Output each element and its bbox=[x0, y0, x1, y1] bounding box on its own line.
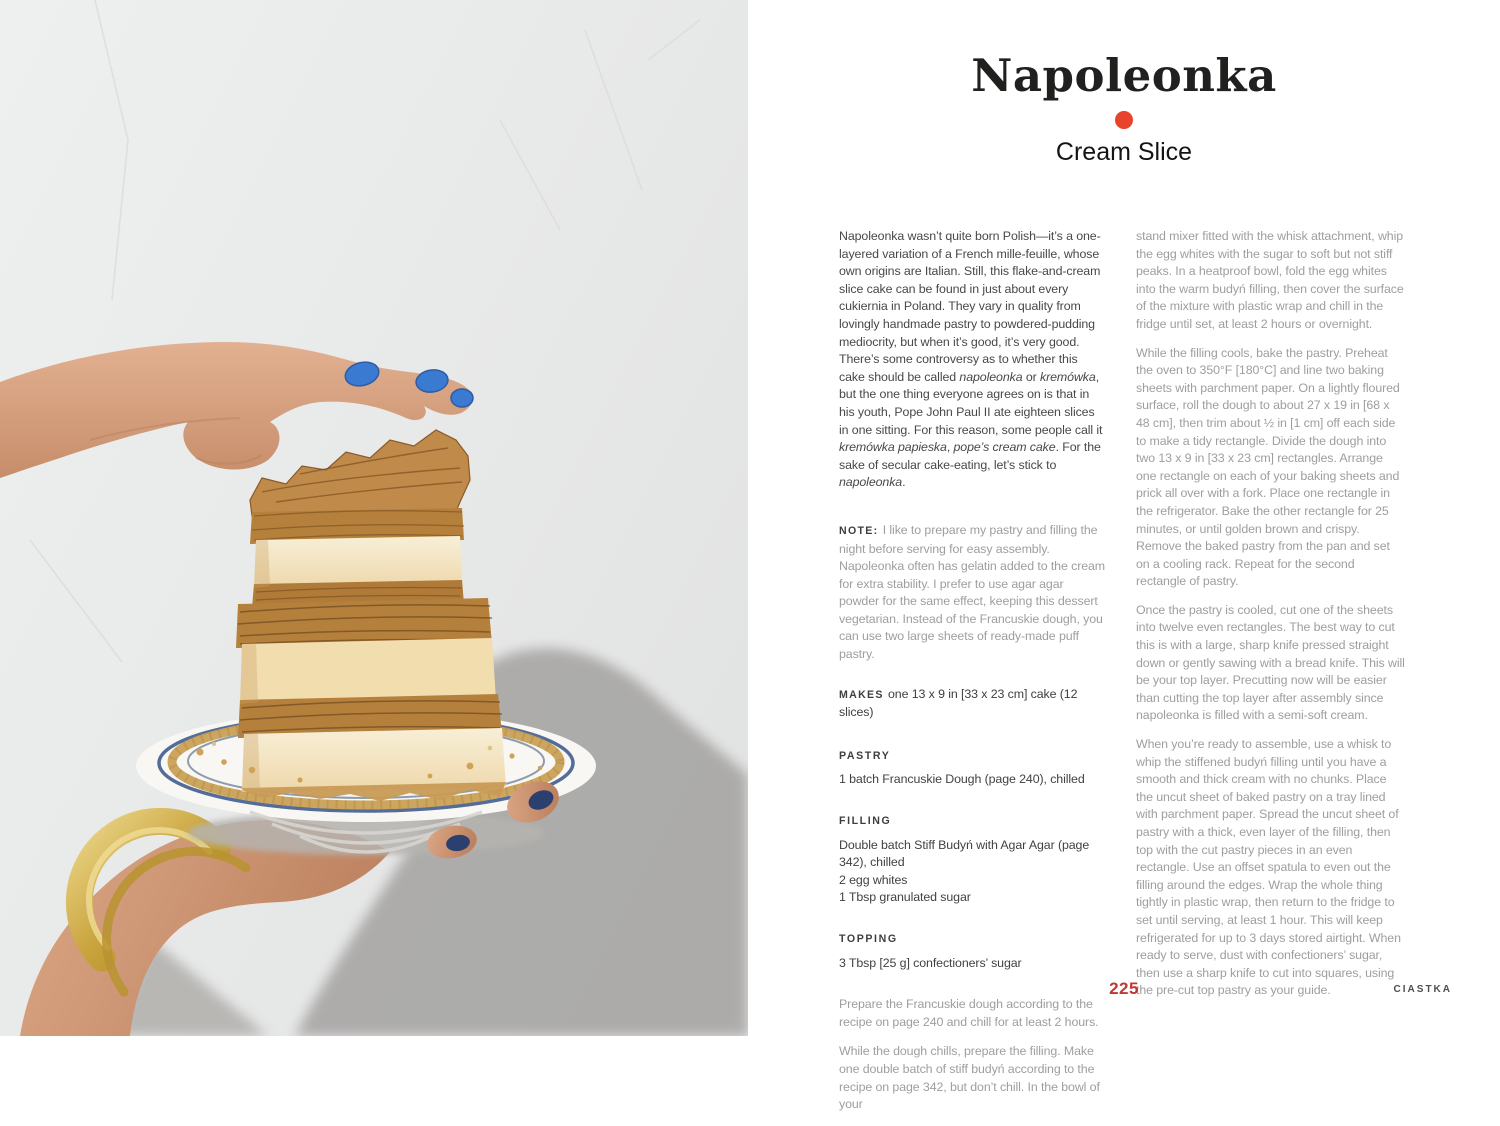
tier1-cream bbox=[254, 536, 462, 588]
page-title: Napoleonka bbox=[971, 49, 1277, 102]
instruction-paragraph: stand mixer fitted with the whisk attachment, whip the egg whites with the sugar to soft but not stiff peaks. In a heatproof bowl, fold the egg whites into the warm budyń filling, then cover the surface of the mixture with plastic wrap and chill in the fridge until set, at least 2 hours or overnight. bbox=[1136, 229, 1404, 331]
photo-napoleonka bbox=[0, 0, 748, 1036]
instruction-paragraph: When you’re ready to assemble, use a whisk to whip the stiffened budyń filling until you have a smooth and thick cream with no chunks. Place the uncut sheet of baked pastry on a tray lined with parchment paper. Spread the uncut sheet of pastry with a thick, even layer of the filling, then top with the cut pastry pieces in an even rectangle. Use an offset spatula to even out the filling around the edges. Wrap the whole thing tightly in plastic wrap, then return to the fridge to set until serving, at least 1 hour. This will keep refrigerated for up to 3 days stored airtight. When ready to serve, dust with confectioners’ sugar, then use a sharp knife to cut into squares, using the pre-cut top pastry as your guide. bbox=[1136, 737, 1401, 998]
photo-illustration bbox=[0, 0, 748, 1036]
instruction-paragraph: Once the pastry is cooled, cut one of the sheets into twelve even rectangles. The best way to cut this is with a large, sharp knife pressed straight down or gently sawing with a bread knife. This will be your top layer. Precutting now will be easier than cutting the top layer after assembly since napoleonka is filled with a semi-soft cream. bbox=[1136, 602, 1405, 723]
ingredient-item: 3 Tbsp [25 g] confectioners’ sugar bbox=[839, 955, 1022, 970]
ingredient-item: 1 Tbsp granulated sugar bbox=[839, 890, 971, 905]
title-block bbox=[748, 49, 1500, 166]
note-paragraph: NOTE: I like to prepare my pastry and filling the night before serving for easy assembly. Napoleonka often has gelatin added to the cream for extra stability. I prefer to use agar agar powder for the same effect, keeping this dessert vegetarian. Instead of the Francuskie dough, you can use two large sheets of ready-made puff pastry. bbox=[839, 522, 1106, 662]
instruction-paragraph: While the filling cools, bake the pastry. Preheat the oven to 350°F [180°C] and line two baking sheets with parchment paper. On a lightly floured surface, roll the dough to about 27 x 19 in [68 x 48 cm], then trim about ½ in [1 cm] off each side to make a tidy rectangle. Divide the dough into two 13 x 9 in [33 x 23 cm] rectangles. Arrange one rectangle on each of your baking sheets and prick all over with a fork. Place one rectangle in the refrigerator. Bake the other rectangle for 25 minutes, or until golden brown and crispy. Remove the baked pastry from the pan and set on a cooling rack. Repeat for the second rectangle of pastry. bbox=[1136, 345, 1400, 589]
tier2-cream bbox=[240, 638, 496, 704]
tier3-cream bbox=[242, 728, 506, 792]
blue-nail-3 bbox=[451, 389, 473, 407]
page-number: 225 bbox=[1109, 979, 1139, 998]
instruction-paragraph: While the dough chills, prepare the filling. Make one double batch of stiff budyń according to the recipe on page 342, but don’t chill. In the bowl of your bbox=[839, 1044, 1100, 1112]
section-folio: CIASTKA bbox=[1393, 984, 1452, 995]
ingredient-heading: PASTRY bbox=[839, 749, 891, 762]
ingredient-group-pastry bbox=[839, 748, 1106, 789]
ingredient-group-topping bbox=[839, 931, 1106, 972]
intro-paragraph: Napoleonka wasn’t quite born Polish—it’s a one-layered variation of a French mille-feuille, whose own origins are Italian. Still, this flake-and-cream slice cake can be found in just about every cukiernia in Poland. They vary in quality from lovingly handmade pastry to powdered-pudding mediocrity, but when it’s good, it’s very good. There’s some controversy as to whether this cake should be called napoleonka or kremówka, but the one thing everyone agrees on is that in his youth, Pope John Paul II ate eighteen slices in one sitting. For this reason, some people call it kremówka papieska, pope’s cream cake. For the sake of secular cake-eating, let’s stick to napoleonka. bbox=[839, 229, 1103, 490]
recipe-column-right bbox=[1136, 228, 1406, 1011]
makes-line: MAKES one 13 x 9 in [33 x 23 cm] cake (12 slices) bbox=[839, 686, 1078, 720]
page-subtitle: Cream Slice bbox=[1055, 138, 1193, 166]
ingredient-heading: FILLING bbox=[839, 815, 892, 828]
ingredient-group-filling bbox=[839, 813, 1106, 907]
instruction-paragraph: Prepare the Francuskie dough according to the recipe on page 240 and chill for at least 2 hours. bbox=[839, 997, 1099, 1029]
ingredient-heading: TOPPING bbox=[839, 933, 898, 945]
cake-stack bbox=[236, 430, 506, 801]
ingredient-item: 1 batch Francuskie Dough (page 240), chilled bbox=[839, 772, 1085, 787]
ingredient-item: 2 egg whites bbox=[839, 872, 908, 887]
ingredient-item: Double batch Stiff Budyń with Agar Agar (page 342), chilled bbox=[839, 837, 1090, 870]
accent-dot bbox=[1115, 111, 1133, 129]
recipe-page bbox=[748, 0, 1500, 1112]
